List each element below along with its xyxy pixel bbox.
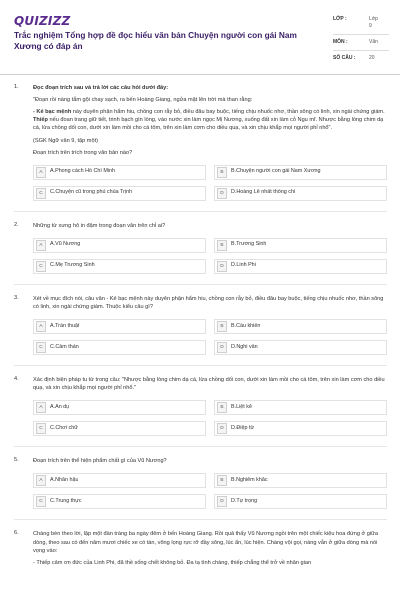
option-letter: B [217,402,227,413]
option-text: D.Linh Phi [231,262,256,269]
answer-option-c[interactable] [33,494,206,509]
answer-option-b[interactable] [214,319,387,334]
answer-options [33,473,387,509]
meta-label: MÔN : [333,39,348,45]
question-text: Những từ xưng hô in đậm trong đoạn văn trên chỉ ai? [33,222,166,229]
option-letter: D [217,496,227,507]
question-intro: Đọc đoạn trích sau và trả lời các câu hỏi dưới đây: [33,85,169,91]
question-3 [0,295,400,355]
question-text: Chàng bèn theo lời, lập một đàn tràng ba ngày đêm ở bến Hoàng Giang. Rồi quả thấy Vũ Nương ngồi trên một chiếc kiệu hoa đứng ở giữa dòng, theo sau có đến năm mươi chiếc xe có tán, võng lọng rực rỡ đầy sông, lúc ẩn, lúc hiện. Chàng vội gọi, nàng vẫn ở giữa dòng mà nói vọng vào: [33,531,378,554]
answer-option-a[interactable] [33,473,206,488]
option-letter: C [36,261,46,272]
option-letter: D [217,342,227,353]
quote-text: này duyên phận hẩm hiu, chồng con rẫy bỏ, điều đâu bay buộc, tiếng chịu nhuốc nhơ, thần sông có linh, xin ngài chứng giám. [71,109,385,116]
option-text: D.Điệp từ [231,424,255,431]
option-text: A.Ẩn dụ [50,403,70,410]
option-text: C.Chơi chữ [50,424,78,431]
question-number: 1. [14,84,19,90]
source-note: (SGK Ngữ văn 9, tập một) [33,137,98,144]
option-text: D.Hoàng Lê nhất thống chí [231,189,296,196]
answer-option-d[interactable] [214,421,387,436]
question-number: 6. [14,530,19,537]
meta-row-grade [333,12,389,35]
option-letter: A [36,475,46,486]
answer-option-a[interactable] [33,319,206,334]
question-1 [0,84,400,201]
answer-option-a[interactable] [33,165,206,180]
question-text: Đoạn trích trên trích trong văn bản nào? [33,149,133,156]
question-text: Đoạn trích trên thể hiện phẩm chất gì của Vũ Nương? [33,458,167,465]
option-letter: A [36,240,46,251]
option-text: C.Mẹ Trương Sinh [50,262,95,269]
question-4 [0,376,400,436]
answer-options [33,400,387,436]
answer-option-d[interactable] [214,340,387,355]
question-list [0,84,400,577]
question-number: 4. [14,376,19,383]
option-text: B.Nghiêm khắc [231,477,268,483]
answer-option-c[interactable] [33,186,206,201]
meta-value: Văn [369,39,378,45]
divider [14,446,387,447]
answer-option-b[interactable] [214,400,387,415]
answer-option-b[interactable] [214,473,387,488]
answer-option-c[interactable] [33,421,206,436]
question-2 [0,222,400,274]
option-text: B.Liệt kê [231,403,252,410]
page-title: Trắc nghiệm Tổng hợp đề đọc hiểu văn bản Chuyện người con gái Nam Xương có đáp án [14,30,297,51]
meta-label: SỐ CÂU : [333,55,356,61]
option-text: D.Tự trọng [231,498,258,504]
answer-option-d[interactable] [214,186,387,201]
option-letter: A [36,321,46,332]
meta-table [333,12,389,66]
meta-row-subject [333,35,389,51]
answer-option-b[interactable] [214,165,387,180]
question-number: 5. [14,457,19,464]
question-text-continued: - Thiếp cảm ơn đức của Linh Phi, đã thề sống chết không bỏ. Đa tạ tình chàng, thiếp chẳng thể trở về nhân gian [33,559,312,566]
option-text: A.Vũ Nương [50,241,81,248]
option-text: C.Chuyện cũ trong phủ chúa Trịnh [50,189,133,196]
option-letter: A [36,167,46,178]
question-text: Xét về mục đích nói, câu văn - Kẻ bạc mệnh này duyên phận hẩm hiu, chồng con rẫy bỏ, điều đâu bay buộc, tiếng chịu nhuốc nhơ, thần sông có linh, xin ngài chứng giám. Thuộc kiểu câu gì? [33,295,384,310]
bold-pronoun: - Kẻ bạc mệnh [33,109,72,116]
option-letter: C [36,423,46,434]
option-text: C.Trung thực [50,498,82,504]
divider [14,365,387,366]
quizizz-logo[interactable]: QUIZIZZ [14,14,71,28]
meta-label: LỚP : [333,16,347,22]
answer-options [33,319,387,355]
question-number: 3. [14,294,19,301]
option-letter: B [217,321,227,332]
option-letter: D [217,188,227,199]
option-text: D.Nghi vấn [231,343,258,350]
option-letter: A [36,402,46,413]
question-text: Xác định biện pháp tu từ trong câu: "Nhược bằng lòng chim dạ cá, lừa chồng dối con, dưới xin làm mồi cho cá tôm, trên xin làm cơm cho diều quạ, và xin chịu khắp mọi người phỉ nhổ." [33,377,385,392]
bold-pronoun: Thiếp [33,117,48,124]
answer-options [33,165,387,201]
option-text: A.Trần thuật [50,322,80,329]
answer-option-c[interactable] [33,259,206,274]
option-text: B.Trương Sinh [231,241,267,248]
answer-option-a[interactable] [33,238,206,253]
answer-option-d[interactable] [214,259,387,274]
option-letter: C [36,342,46,353]
answer-option-a[interactable] [33,400,206,415]
answer-option-c[interactable] [33,340,206,355]
question-5 [0,457,400,509]
quote-paragraph [33,108,387,132]
quote-text: nếu đoan trang giữ tiết, trinh bạch gìn lòng, vào nước xin làm ngọc Mị Nương, xuống đất xin làm cỏ Ngu mĩ. Nhược bằng lòng chim dạ cá, lừa chồng dối con, dưới xin làm mồi cho cá tôm, trên xin làm cơm cho diều quạ, và xin chịu khắp mọi người phỉ nhổ". [33,117,384,132]
option-letter: C [36,496,46,507]
meta-value: 20 [369,55,375,61]
divider [14,519,387,520]
meta-row-count [333,51,389,66]
answer-option-b[interactable] [214,238,387,253]
divider [14,211,387,212]
question-number: 2. [14,221,19,228]
meta-value: Lớp 9 [369,16,378,29]
answer-option-d[interactable] [214,494,387,509]
divider [14,284,387,285]
quote-line: "Đoạn rồi nàng tắm gội chay sạch, ra bến Hoàng Giang, ngửa mặt lên trời mà than rằng: [33,97,253,104]
option-letter: C [36,188,46,199]
option-letter: D [217,423,227,434]
header [0,0,400,75]
option-text: A.Nhân hậu [50,477,79,483]
option-letter: B [217,240,227,251]
option-letter: D [217,261,227,272]
option-text: B.Cầu khiến [231,322,261,329]
option-text: C.Cảm thán [50,343,79,350]
option-letter: B [217,167,227,178]
answer-options [33,238,387,274]
option-letter: B [217,475,227,486]
question-6 [0,530,400,566]
option-text: B.Chuyện người con gái Nam Xương [231,168,321,175]
option-text: A.Phong cách Hồ Chí Minh [50,168,116,175]
